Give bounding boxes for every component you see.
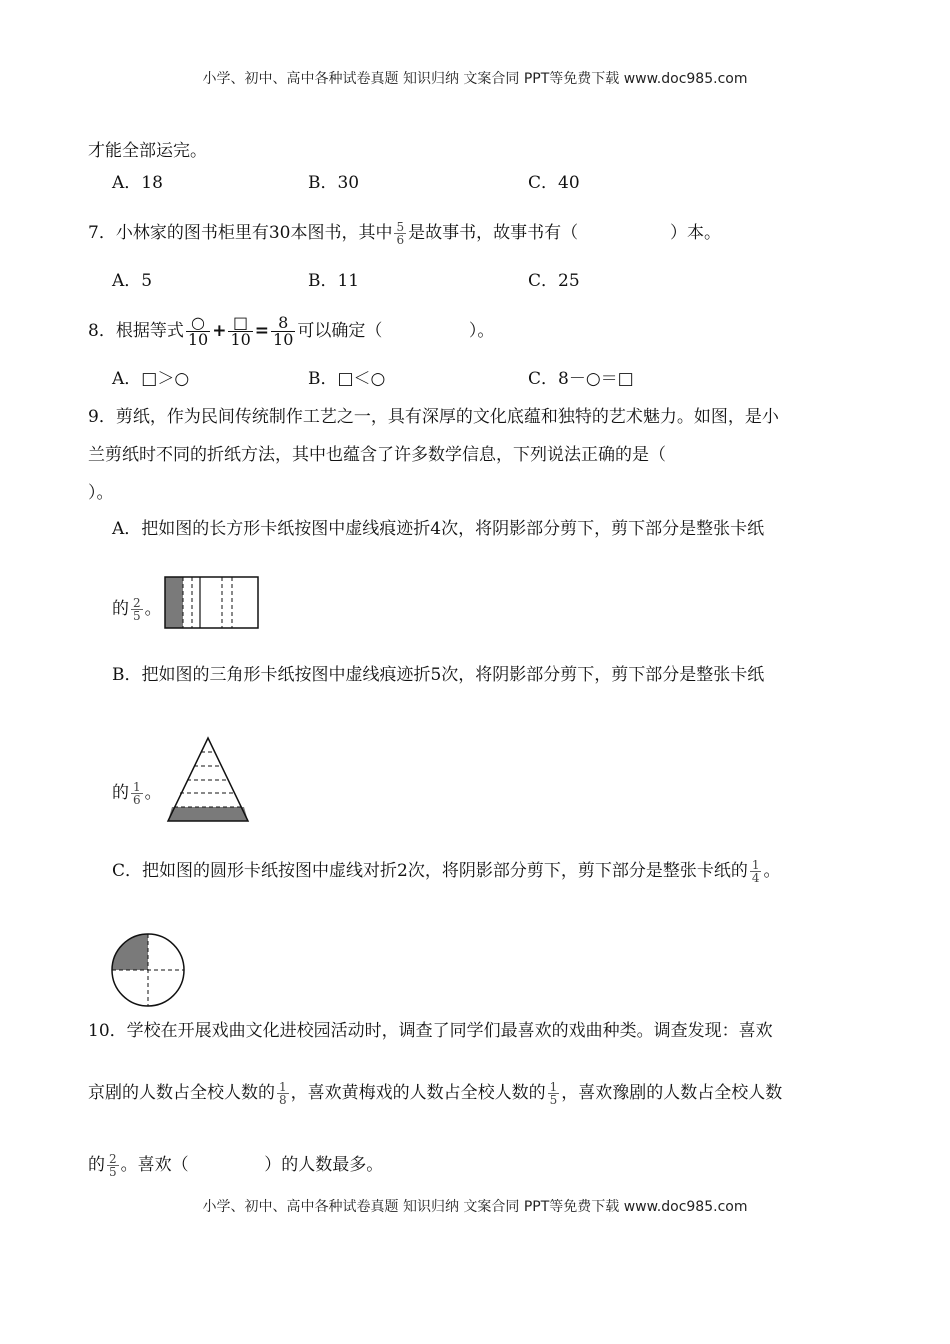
rectangle-card-figure	[164, 576, 260, 630]
q8-f3-den: 10	[273, 330, 294, 349]
q9-b-den: 6	[133, 793, 141, 807]
q10-line-1: 10．学校在开展戏曲文化进校园活动时，调查了同学们最喜欢的戏曲种类。调查发现：喜欢	[88, 1021, 773, 1041]
q10-l3-a: 的	[88, 1155, 105, 1175]
q10-f2-num: 1	[549, 1080, 558, 1094]
page-header: 小学、初中、高中各种试卷真题 知识归纳 文案合同 PPT等免费下载 www.doc985.com	[202, 71, 748, 87]
q9-line-1: 9．剪纸，作为民间传统制作工艺之一，具有深厚的文化底蕴和独特的艺术魅力。如图，是小	[88, 407, 779, 427]
q7-option-a: A．5	[112, 271, 153, 291]
q7-suffix: 是故事书，故事书有（ ）本。	[408, 223, 721, 243]
q9-b-tail-pre: 的	[112, 783, 129, 803]
q8-option-c: C．8－○＝□	[528, 369, 634, 389]
triangle-shaded-part	[168, 807, 248, 821]
q10-f1-den: 8	[279, 1093, 287, 1107]
q9-b-tail-post: 。	[144, 783, 162, 803]
q10-fraction-jingju	[277, 1081, 289, 1106]
q7-option-c: C．25	[528, 271, 580, 291]
q8-fraction-2	[228, 315, 252, 348]
q9-option-a-text: A．把如图的长方形卡纸按图中虚线痕迹折4次，将阴影部分剪下，剪下部分是整张卡纸	[112, 519, 765, 539]
q10-l2-b: ，喜欢黄梅戏的人数占全校人数的	[290, 1083, 546, 1103]
rectangle-shaded-part	[165, 577, 183, 628]
q7-option-b: B．11	[308, 271, 360, 291]
q9-b-num: 1	[133, 780, 141, 794]
q6-tail: 才能全部运完。	[88, 141, 207, 161]
q8-option-a: A．□＞○	[112, 369, 190, 389]
q8-fraction-3	[271, 315, 295, 348]
q8-option-b: B．□＜○	[308, 369, 386, 389]
q6-option-a: A．18	[112, 173, 163, 193]
q9-option-a-tail	[112, 586, 162, 632]
q7-stem	[88, 210, 721, 256]
q10-l2-a: 京剧的人数占全校人数的	[88, 1083, 275, 1103]
q9-option-c-text	[112, 848, 780, 894]
q9-c-text: C．把如图的圆形卡纸按图中虚线对折2次，将阴影部分剪下，剪下部分是整张卡纸的	[112, 861, 748, 881]
q6-option-c: C．40	[528, 173, 580, 193]
q9-line-3: ）。	[88, 483, 114, 503]
q9-a-num: 2	[133, 596, 141, 610]
q9-option-b-text: B．把如图的三角形卡纸按图中虚线痕迹折5次，将阴影部分剪下，剪下部分是整张卡纸	[112, 665, 765, 685]
q8-equals: =	[254, 321, 270, 341]
q7-fraction	[394, 221, 406, 246]
q10-f2-den: 5	[549, 1093, 558, 1107]
q8-plus: +	[212, 321, 227, 341]
q8-f3-num: 8	[278, 313, 289, 332]
q10-l2-c: ，喜欢豫剧的人数占全校人数	[561, 1083, 783, 1103]
page-footer: 小学、初中、高中各种试卷真题 知识归纳 文案合同 PPT等免费下载 www.doc985.com	[202, 1199, 748, 1215]
q7-frac-den: 6	[396, 233, 405, 247]
q9-option-b-tail	[112, 770, 162, 816]
q9-c-tail-post: 。	[763, 861, 781, 881]
q9-line-2: 兰剪纸时不同的折纸方法，其中也蕴含了许多数学信息，下列说法正确的是（	[88, 445, 666, 465]
q10-fraction-huangmeixi	[548, 1081, 560, 1106]
q9-a-tail-post: 。	[144, 599, 162, 619]
q10-line-2	[88, 1070, 782, 1116]
q9-c-fraction	[750, 859, 762, 884]
q8-f1-den: 10	[187, 330, 209, 349]
q8-f2-num: □	[233, 313, 249, 332]
q10-line-3	[88, 1142, 383, 1188]
q7-frac-num: 5	[396, 220, 405, 234]
q9-c-den: 4	[751, 871, 760, 885]
q9-c-num: 1	[751, 858, 760, 872]
q8-f1-num: ○	[191, 313, 205, 332]
q9-a-fraction	[131, 597, 143, 622]
q8-fraction-1	[186, 315, 210, 348]
circle-card-figure	[110, 932, 186, 1008]
q10-f1-num: 1	[279, 1080, 287, 1094]
q7-prefix: 7．小林家的图书柜里有30本图书，其中	[88, 223, 393, 243]
triangle-card-figure	[166, 736, 250, 824]
q8-prefix: 8．根据等式	[88, 321, 184, 341]
q9-a-den: 5	[133, 609, 141, 623]
q8-f2-den: 10	[230, 330, 251, 349]
q10-fraction-yuju	[107, 1153, 119, 1178]
q10-f3-den: 5	[109, 1165, 117, 1179]
q10-l3-b: 。喜欢（ ）的人数最多。	[120, 1155, 384, 1175]
q9-a-tail-pre: 的	[112, 599, 129, 619]
q8-suffix: 可以确定（ ）。	[297, 321, 495, 341]
q9-b-fraction	[131, 781, 143, 806]
q6-option-b: B．30	[308, 173, 360, 193]
q8-stem	[88, 306, 494, 356]
q10-f3-num: 2	[109, 1152, 117, 1166]
